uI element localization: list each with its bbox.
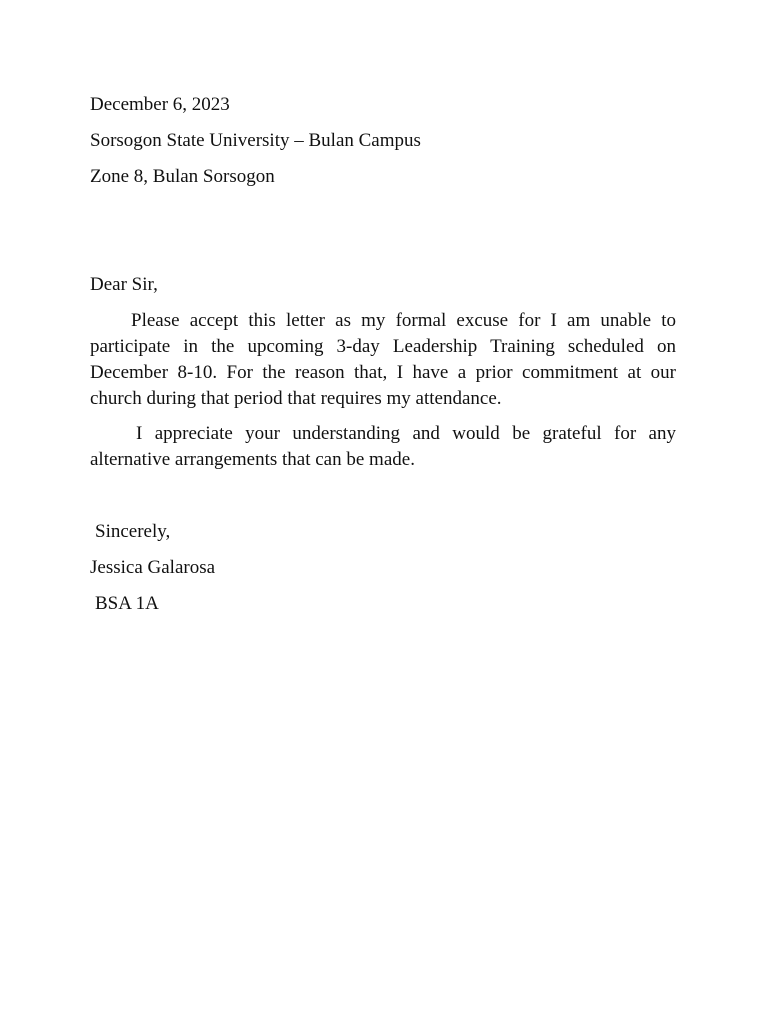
salutation: Dear Sir,	[90, 274, 158, 295]
letter-date: December 6, 2023	[90, 94, 230, 115]
closing: Sincerely,	[95, 521, 171, 542]
sender-section: BSA 1A	[95, 593, 159, 614]
body-paragraph-1: Please accept this letter as my formal excuse for I am unable to participate in the upcoming 3-day Leadership Training scheduled on December 8-10. For the reason that, I have a prior commitment at our church during that period that requires my attendance.	[90, 310, 676, 409]
sender-name: Jessica Galarosa	[90, 557, 216, 578]
body-paragraph-2: I appreciate your understanding and would be grateful for any alternative arrangements that can be made.	[90, 423, 676, 470]
recipient-address: Zone 8, Bulan Sorsogon	[90, 166, 275, 187]
recipient-organization: Sorsogon State University – Bulan Campus	[90, 130, 421, 151]
